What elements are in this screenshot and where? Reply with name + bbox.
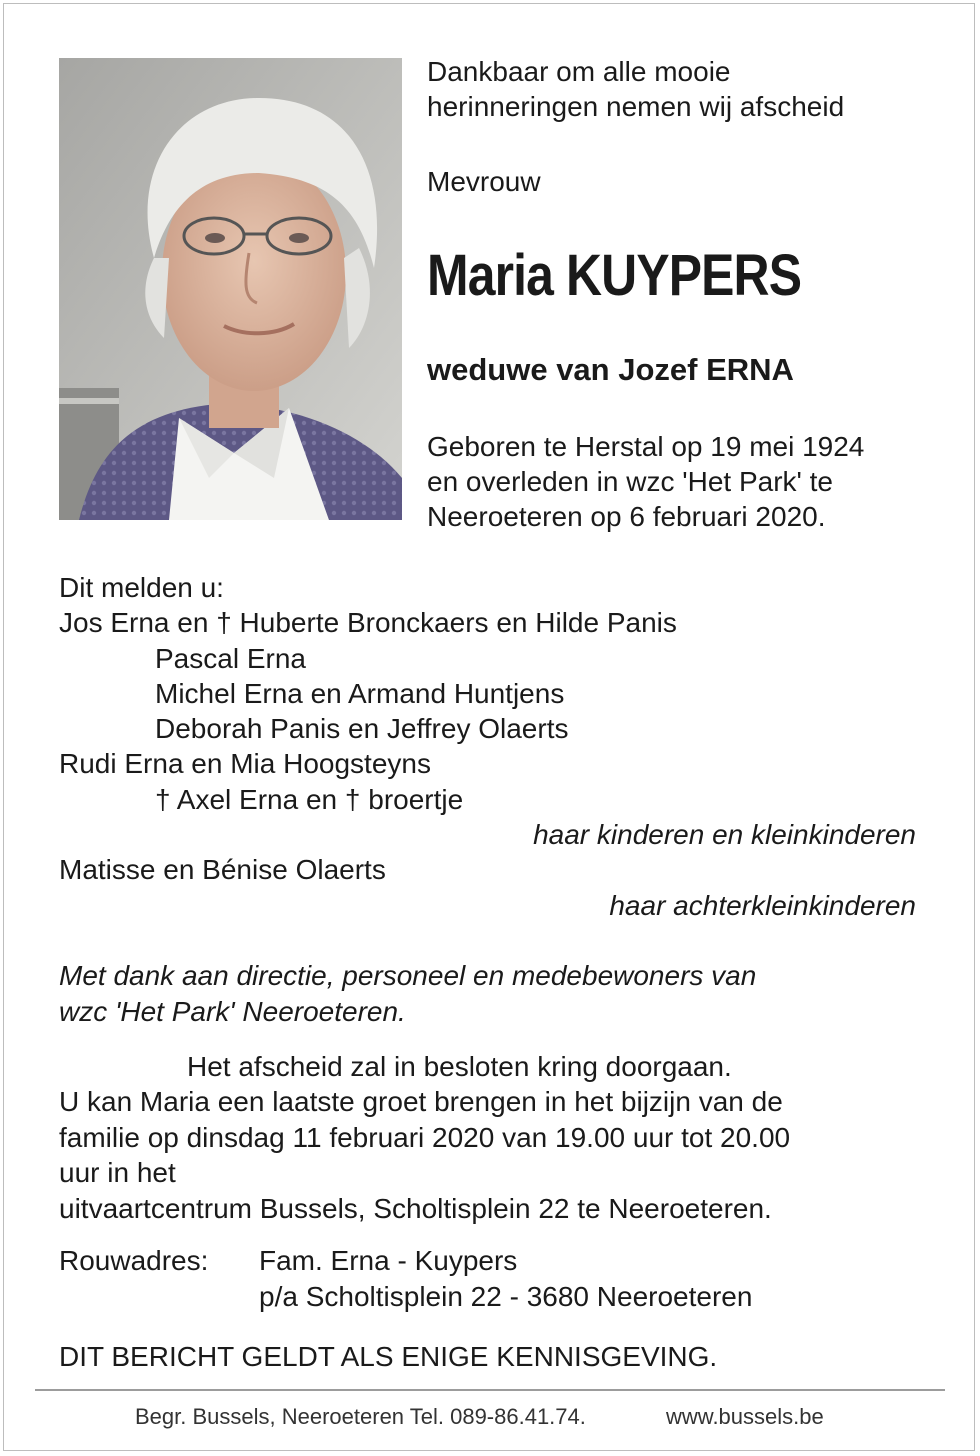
- intro-line-2: herinneringen nemen wij afscheid: [427, 91, 845, 122]
- address-label: Rouwadres:: [59, 1245, 209, 1276]
- birth-death-line-1: Geboren te Herstal op 19 mei 1924: [427, 431, 865, 462]
- family-line: Rudi Erna en Mia Hoogsteyns: [59, 748, 431, 779]
- birth-death-line-3: Neeroeteren op 6 februari 2020.: [427, 501, 826, 532]
- salutation: Mevrouw: [427, 166, 541, 197]
- family-heading: Dit melden u:: [59, 572, 224, 603]
- thanks-line-2: wzc 'Het Park' Neeroeteren.: [59, 996, 406, 1027]
- address-line-2: p/a Scholtisplein 22 - 3680 Neeroeteren: [259, 1281, 753, 1312]
- portrait-illustration: [59, 58, 402, 520]
- farewell-line-3: familie op dinsdag 11 februari 2020 van 19.00 uur tot 20.00: [59, 1122, 791, 1153]
- farewell-line-4: uur in het: [59, 1157, 176, 1188]
- intro-line-1: Dankbaar om alle mooie: [427, 56, 731, 87]
- website-link[interactable]: www.bussels.be: [666, 1404, 824, 1429]
- family-line: Pascal Erna: [155, 643, 306, 674]
- footer-divider: [35, 1389, 945, 1391]
- spouse-line: weduwe van Jozef ERNA: [427, 352, 794, 387]
- funeral-home-contact: Begr. Bussels, Neeroeteren Tel. 089-86.41.74.: [135, 1404, 586, 1429]
- official-notice: DIT BERICHT GELDT ALS ENIGE KENNISGEVING.: [59, 1341, 718, 1372]
- family-line: Michel Erna en Armand Huntjens: [155, 678, 565, 709]
- thanks-line-1: Met dank aan directie, personeel en medebewoners van: [59, 960, 757, 991]
- farewell-line-2: U kan Maria een laatste groet brengen in het bijzijn van de: [59, 1086, 783, 1117]
- children-label: haar kinderen en kleinkinderen: [533, 819, 916, 850]
- farewell-line-5: uitvaartcentrum Bussels, Scholtisplein 22 te Neeroeteren.: [59, 1193, 772, 1224]
- address-line-1: Fam. Erna - Kuypers: [259, 1245, 518, 1276]
- farewell-line-1: Het afscheid zal in besloten kring doorgaan.: [187, 1051, 732, 1082]
- great-grandchildren-label: haar achterkleinkinderen: [609, 890, 916, 921]
- birth-death-line-2: en overleden in wzc 'Het Park' te: [427, 466, 833, 497]
- portrait-photo: [59, 58, 402, 520]
- great-grandchildren: Matisse en Bénise Olaerts: [59, 854, 386, 885]
- family-line: † Axel Erna en † broertje: [155, 784, 464, 815]
- deceased-name: Maria KUYPERS: [427, 243, 802, 308]
- family-line: Deborah Panis en Jeffrey Olaerts: [155, 713, 569, 744]
- family-line: Jos Erna en † Huberte Bronckaers en Hilde Panis: [59, 607, 677, 638]
